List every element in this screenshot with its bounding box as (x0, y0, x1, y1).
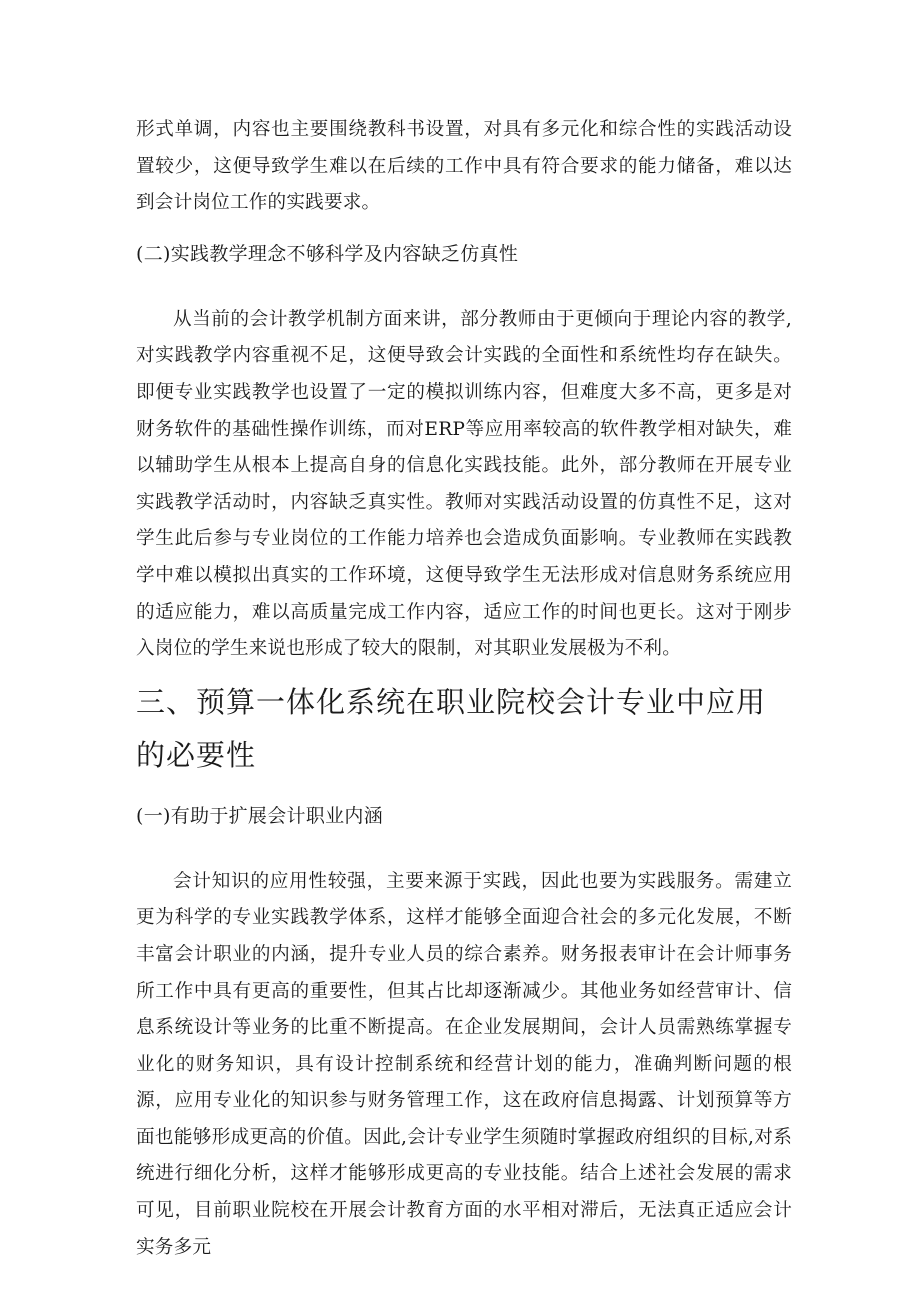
document-page (136, 112, 792, 1266)
subheading-practice-teaching-concept: (二)实践教学理念不够科学及内容缺乏仿真性 (136, 242, 519, 265)
section-heading-3: 三、预算一体化系统在职业院校会计专业中应用的必要性 (136, 684, 767, 772)
subheading-expand-connotation: (一)有助于扩展会计职业内涵 (136, 804, 384, 827)
paragraph-intro: 形式单调，内容也主要围绕教科书设置，对具有多元化和综合性的实践活动设置较少，这便导致学生难以在后续的工作中具有符合要求的能力储备，难以达到会计岗位工作的实践要求。 (136, 119, 792, 214)
paragraph-accounting-knowledge: 会计知识的应用性较强，主要来源于实践，因此也要为实践服务。需建立更为科学的专业实践教学体系，这样才能够全面迎合社会的多元化发展，不断丰富会计职业的内涵，提升专业人员的综合素养。财务报表审计在会计师事务所工作中具有更高的重要性，但其占比却逐渐减少。其他业务如经营审计、信息系统设计等业务的比重不断提高。在企业发展期间，会计人员需熟练掌握专业化的财务知识，具有设计控制系统和经营计划的能力，准确判断问题的根源，应用专业化的知识参与财务管理工作，这在政府信息揭露、计划预算等方面也能够形成更高的价值。因此,会计专业学生须随时掌握政府组织的目标,对系统进行细化分析，这样才能够形成更高的专业技能。结合上述社会发展的需求可见，目前职业院校在开展会计教育方面的水平相对滞后，无法真正适应会计实务多元 (136, 870, 792, 1258)
paragraph-practice-teaching: 从当前的会计教学机制方面来讲，部分教师由于更倾向于理论内容的教学,对实践教学内容重视不足，这便导致会计实践的全面性和系统性均存在缺失。即便专业实践教学也设置了一定的模拟训练内容，但难度大多不高，更多是对财务软件的基础性操作训练，而对ERP等应用率较高的软件教学相对缺失，难以辅助学生从根本上提高自身的信息化实践技能。此外，部分教师在开展专业实践教学活动时，内容缺乏真实性。教师对实践活动设置的仿真性不足，这对学生此后参与专业岗位的工作能力培养也会造成负面影响。专业教师在实践教学中难以模拟出真实的工作环境，这便导致学生无法形成对信息财务系统应用的适应能力，难以高质量完成工作内容，适应工作的时间也更长。这对于刚步入岗位的学生来说也形成了较大的限制，对其职业发展极为不利。 (136, 308, 792, 660)
